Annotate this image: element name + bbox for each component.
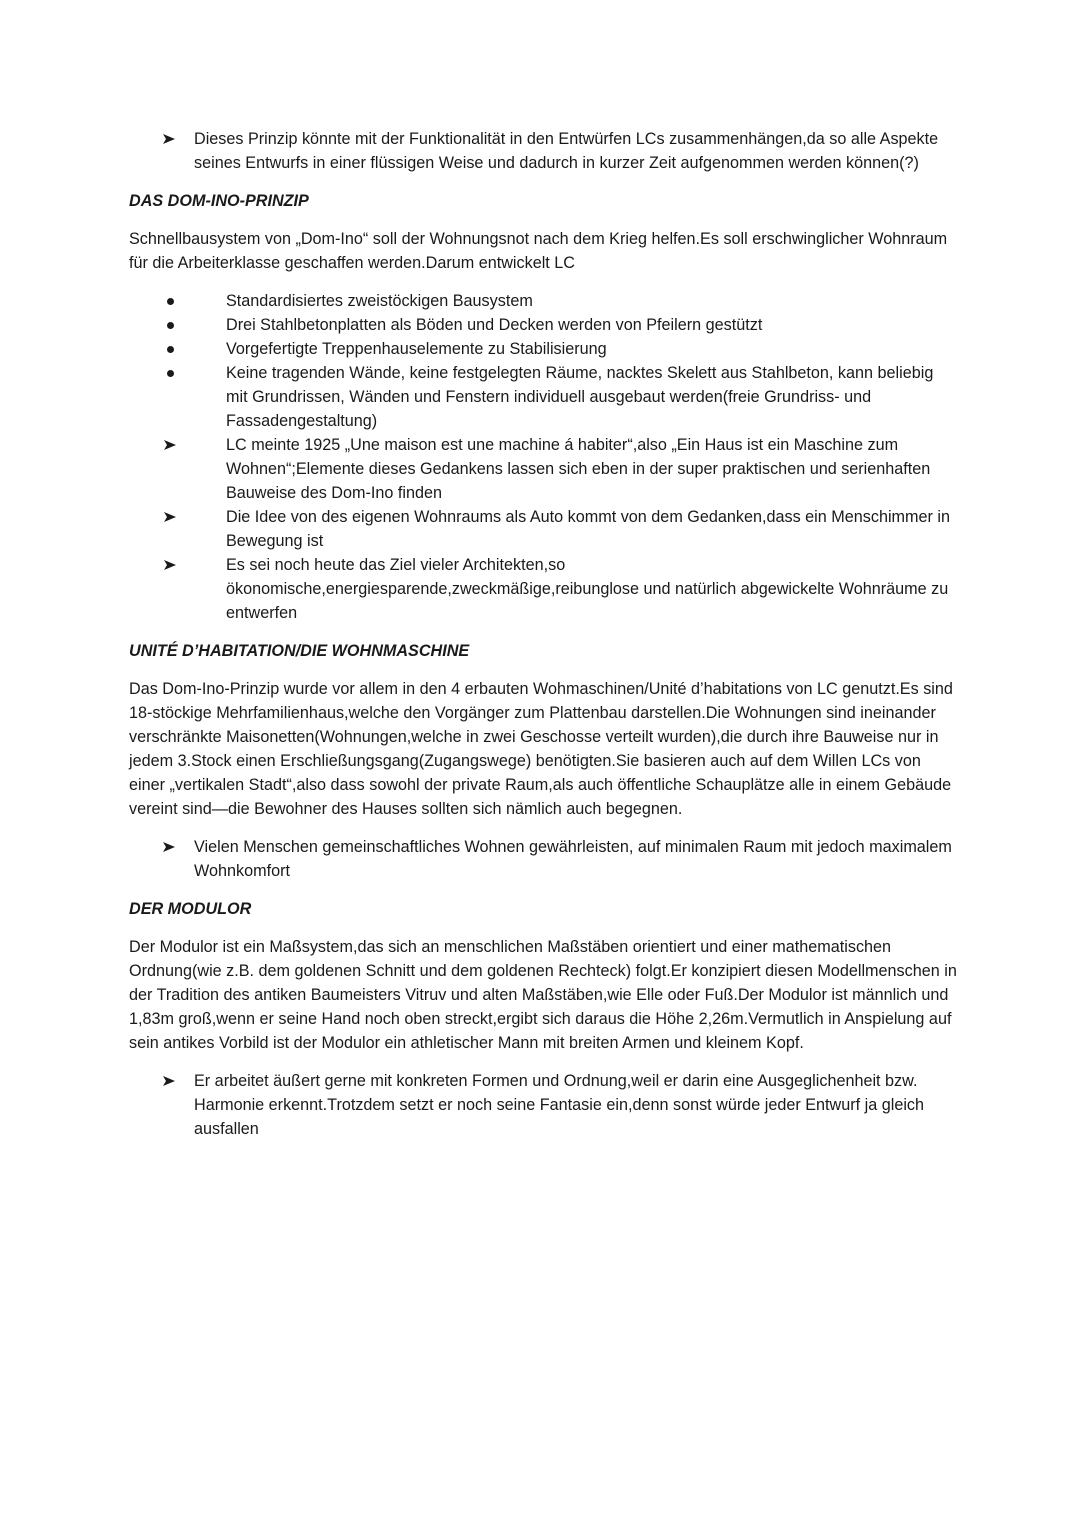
intro-bullet-text: Dieses Prinzip könnte mit der Funktionalität in den Entwürfen LCs zusammenhängen,da so alle Aspekte seines Entwurfs in einer flüssigen Weise und dadurch in kurzer Zeit aufgenommen werden können(?) <box>194 130 939 172</box>
paragraph-modulor: Der Modulor ist ein Maßsystem,das sich an menschlichen Maßstäben orientiert und einer mathematischen Ordnung(wie z.B. dem goldenen Schnitt und dem goldenen Rechteck) folgt.Er konzipiert diesen Modellmenschen in der Tradition des antiken Baumeisters Vitruv und alten Maßstäben,wie Elle oder Fuß.Der Modulor ist männlich und 1,83m groß,wenn er seine Hand noch oben streckt,ergibt sich daraus die Höhe 2,26m.Vermutlich in Anspielung auf sein antikes Vorbild ist der Modulor ein athletischer Mann mit breiten Armen und kleinem Kopf. <box>129 938 957 1052</box>
list-item: LC meinte 1925 „Une maison est une machine á habiter“,also „Ein Haus ist ein Maschine zum Wohnen“;Elemente dieses Gedankens lassen sich eben in der super praktischen und serienhaften Bauweise des Dom-Ino finden <box>129 433 959 505</box>
arrow-bullet-icon <box>159 127 179 151</box>
dot-bullet-icon <box>160 337 180 361</box>
dot-bullet-icon <box>160 361 180 385</box>
arrow-bullet-icon <box>159 835 179 859</box>
heading-unite-habitation: UNITÉ D’HABITATION/DIE WOHNMASCHINE <box>129 642 470 660</box>
list-item: Die Idee von des eigenen Wohnraums als Auto kommt von dem Gedanken,dass ein Menschimmer in Bewegung ist <box>129 505 959 553</box>
list-item: Standardisiertes zweistöckigen Bausystem <box>129 289 959 313</box>
arrow-bullet-icon <box>159 1069 179 1093</box>
list-item: Vorgefertigte Treppenhauselemente zu Stabilisierung <box>129 337 959 361</box>
modulor-arrow-bullet: Er arbeitet äußert gerne mit konkreten Formen und Ordnung,weil er darin eine Ausgeglichenheit bzw. Harmonie erkennt.Trotzdem setzt er noch seine Fantasie ein,denn sonst würde jeder Entwurf ja gleich ausfallen <box>129 1069 959 1141</box>
document-page <box>129 127 959 1141</box>
list-item: Drei Stahlbetonplatten als Böden und Decken werden von Pfeilern gestützt <box>129 313 959 337</box>
arrow-bullet-icon <box>160 433 180 457</box>
list-item: Es sei noch heute das Ziel vieler Architekten,so ökonomische,energiesparende,zweckmäßige,reibunglose und natürlich abgewickelte Wohnräume zu entwerfen <box>129 553 959 625</box>
dot-bullet-icon <box>160 313 180 337</box>
arrow-bullet-icon <box>160 505 180 529</box>
dot-bullet-icon <box>160 289 180 313</box>
heading-dom-ino: DAS DOM-INO-PRINZIP <box>129 192 309 210</box>
dom-ino-list <box>129 289 959 625</box>
paragraph-dom-ino: Schnellbausystem von „Dom-Ino“ soll der Wohnungsnot nach dem Krieg helfen.Es soll erschwinglicher Wohnraum für die Arbeiterklasse geschaffen werden.Darum entwickelt LC <box>129 230 948 272</box>
paragraph-unite-habitation: Das Dom-Ino-Prinzip wurde vor allem in den 4 erbauten Wohmaschinen/Unité d’habitations von LC genutzt.Es sind 18-stöckige Mehrfamilienhaus,welche den Vorgänger zum Plattenbau darstellen.Die Wohnungen sind ineinander verschränkte Maisonetten(Wohnungen,welche in zwei Geschosse verteilt wurden),die durch ihre Bauweise nur in jedem 3.Stock einen Erschließungsgang(Zugangswege) benötigten.Sie basieren auch auf dem Willen LCs von einer „vertikalen Stadt“,also dass sowohl der private Raum,als auch öffentliche Schauplätze alle in einem Gebäude vereint sind—die Bewohner des Hauses sollten sich nämlich auch begegnen. <box>129 680 953 818</box>
list-item: Keine tragenden Wände, keine festgelegten Räume, nacktes Skelett aus Stahlbeton, kann beliebig mit Grundrissen, Wänden und Fenstern individuell ausgebaut werden(freie Grundriss- und Fassadengestaltung) <box>129 361 959 433</box>
intro-arrow-bullet <box>129 127 959 175</box>
arrow-bullet-icon <box>160 553 180 577</box>
unite-arrow-bullet: Vielen Menschen gemeinschaftliches Wohnen gewährleisten, auf minimalen Raum mit jedoch maximalem Wohnkomfort <box>129 835 959 883</box>
heading-modulor: DER MODULOR <box>129 900 252 918</box>
